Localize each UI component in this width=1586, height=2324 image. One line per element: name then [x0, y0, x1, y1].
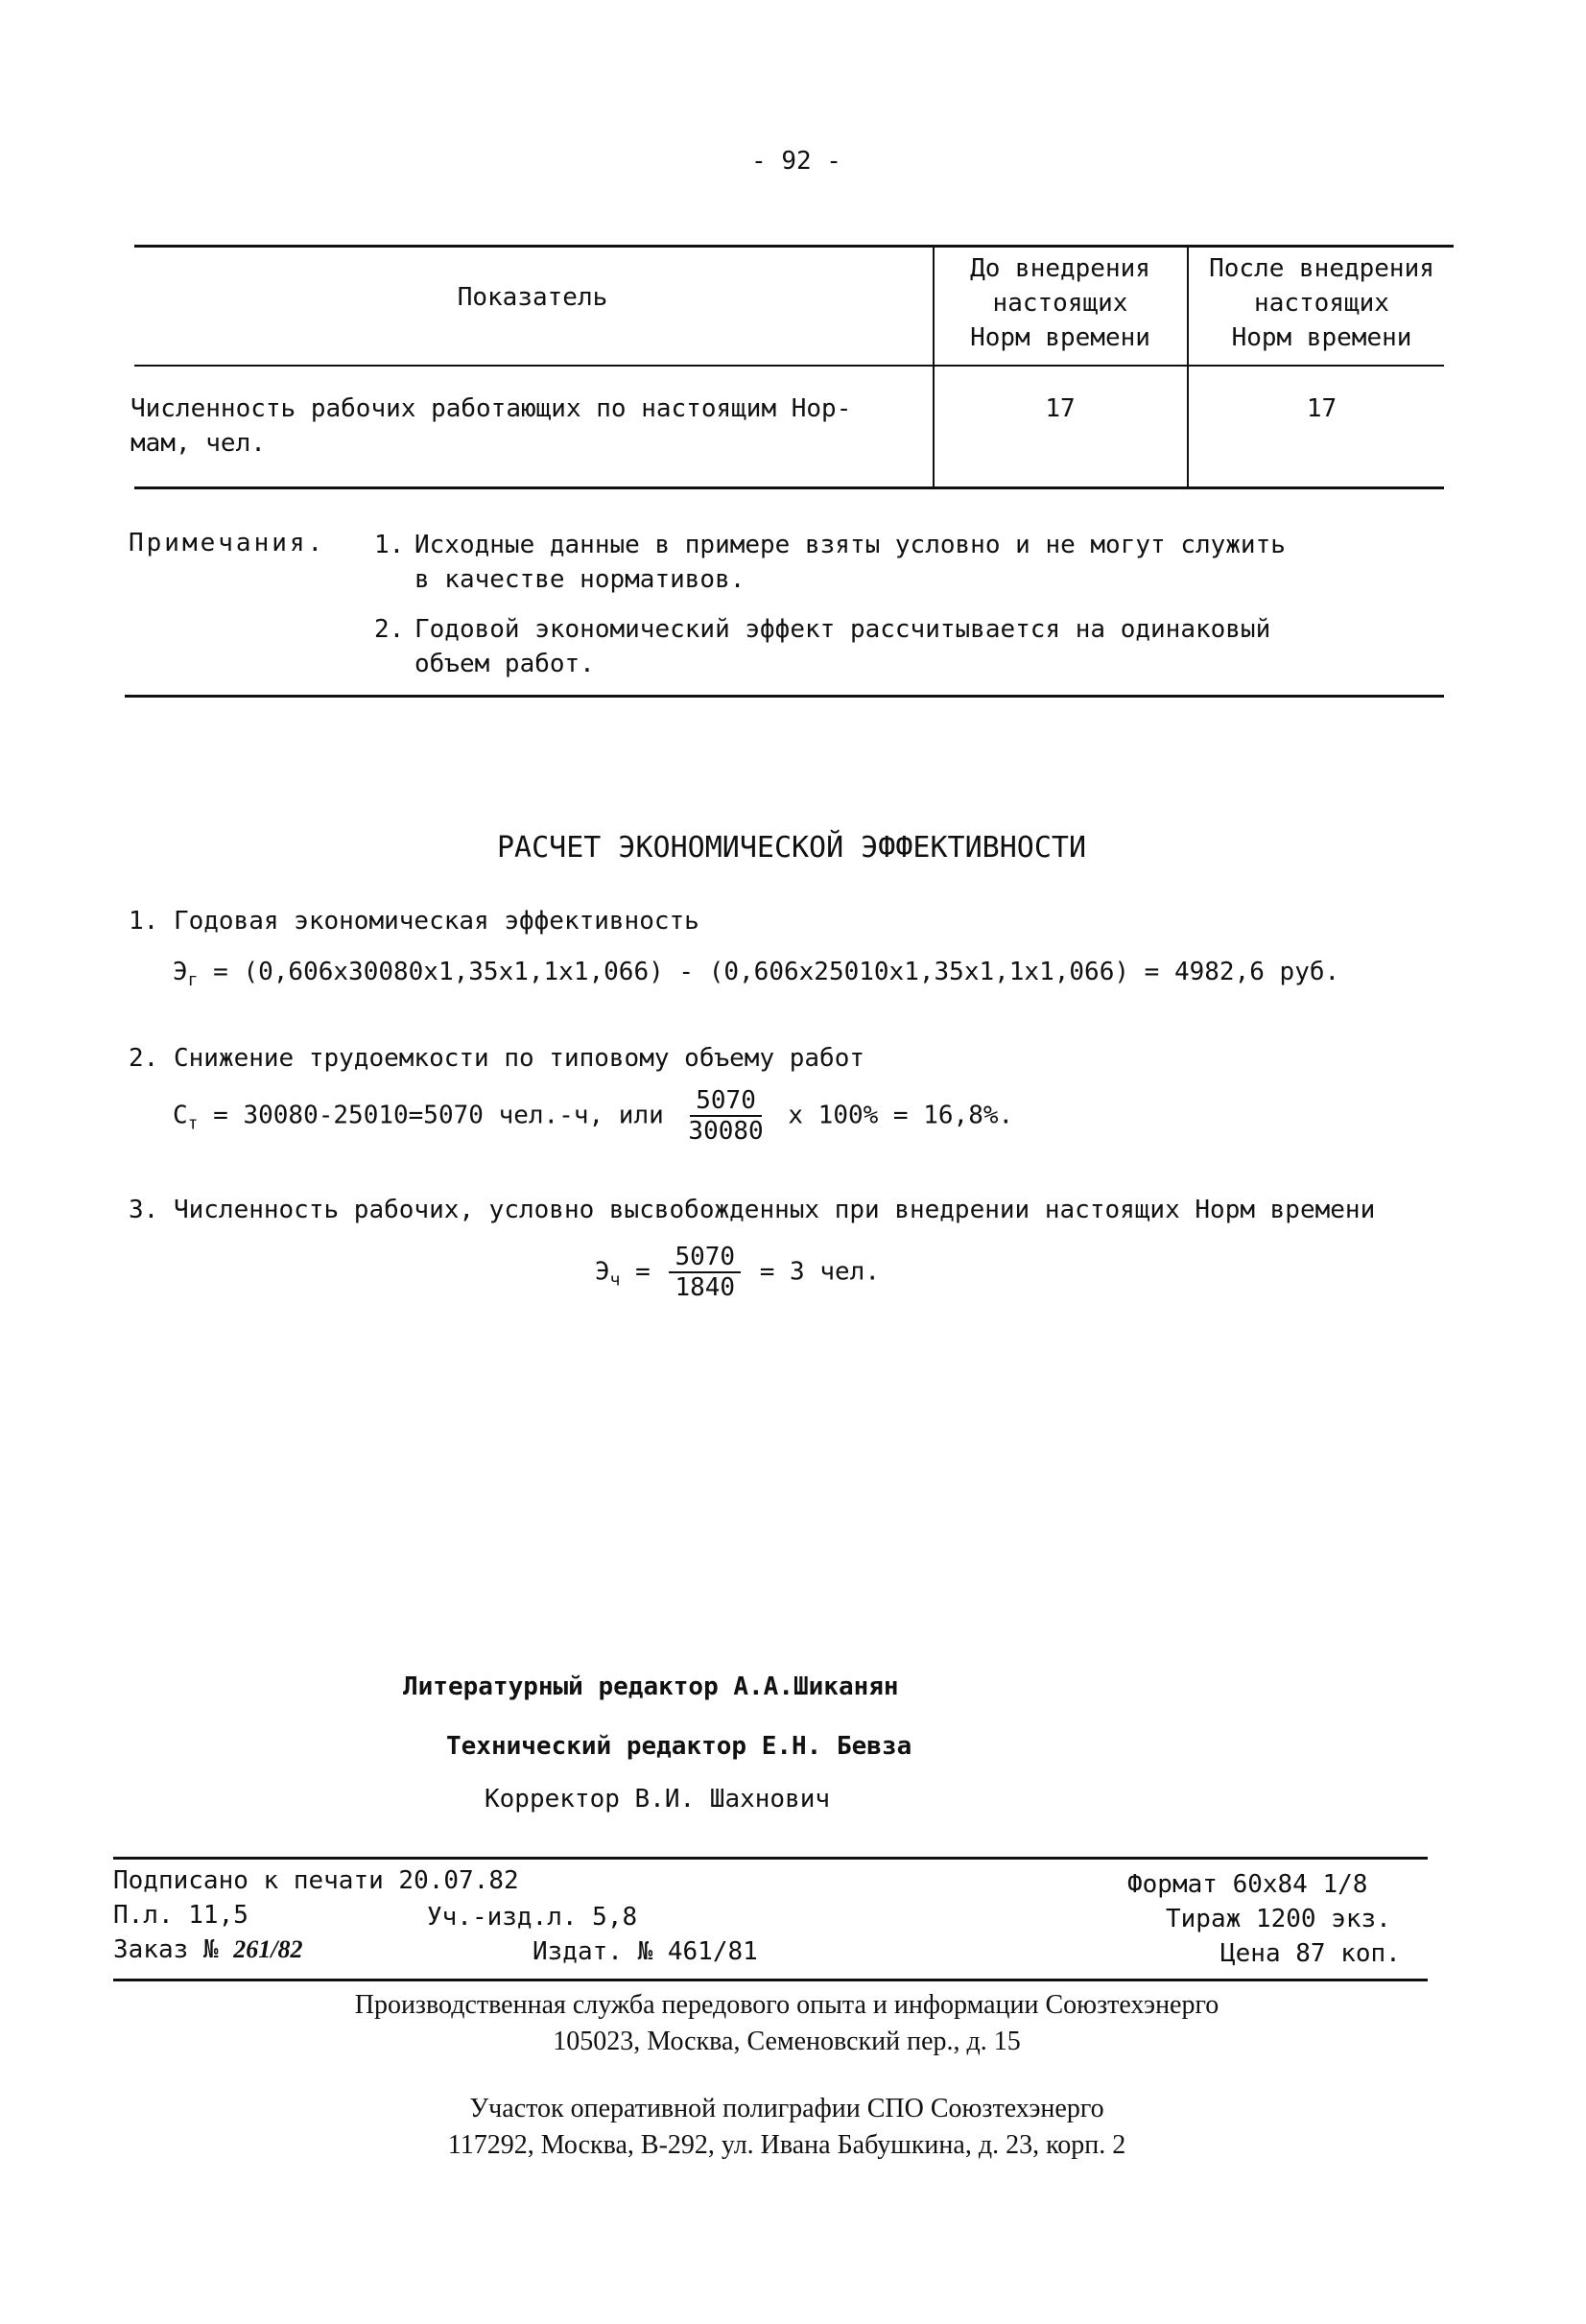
publisher-line-2: 105023, Москва, Семеновский пер., д. 15 — [553, 2027, 1021, 2056]
calc-item-3-fraction: $\frac{5070}{1840}$ — [669, 1243, 741, 1302]
section-title: РАСЧЕТ ЭКОНОМИЧЕСКОЙ ЭФФЕКТИВНОСТИ — [496, 831, 1087, 865]
imprint-tirazh: Тираж 1200 экз. — [1166, 1905, 1391, 1933]
imprint-pl: П.л. 11,5 — [113, 1901, 249, 1930]
table-row-label-cont: мам, чел. — [130, 429, 266, 458]
table-col-divider-1 — [933, 245, 935, 488]
imprint-order: Заказ № 261/82 — [113, 1935, 303, 1964]
note-1-line-2: в качестве нормативов. — [414, 565, 746, 594]
notes-bottom-rule — [125, 695, 1444, 698]
credit-corrector: Корректор В.И. Шахнович — [485, 1785, 831, 1814]
imprint-izdat: Издат. № 461/81 — [533, 1937, 758, 1966]
page-number: - 92 - — [751, 147, 841, 176]
printer-line-2: 117292, Москва, В-292, ул. Ивана Бабушкина, д. 23, корп. 2 — [447, 2130, 1126, 2160]
imprint-signed: Подписано к печати 20.07.82 — [113, 1866, 519, 1895]
note-1-num: 1. — [374, 531, 405, 559]
credit-tech-editor: Технический редактор Е.Н. Бевза — [446, 1732, 912, 1761]
table-cell-before: 17 — [1045, 394, 1076, 423]
table-cell-after: 17 — [1306, 394, 1337, 423]
note-2-line-1: Годовой экономический эффект рассчитывается на одинаковый — [414, 615, 1271, 644]
calc-item-2-title: 2. Снижение трудоемкости по типовому объему работ — [129, 1044, 865, 1073]
imprint-bottom-rule — [113, 1979, 1428, 1981]
note-1-line-1: Исходные данные в примере взяты условно и не могут служить — [414, 531, 1286, 559]
imprint-price: Цена 87 коп. — [1220, 1939, 1401, 1968]
credit-lit-editor: Литературный редактор А.А.Шиканян — [403, 1672, 899, 1701]
calc-item-2-fraction: $\frac{5070}{30080}$ — [688, 1086, 764, 1146]
note-2-line-2: объем работ. — [414, 650, 595, 678]
table-top-rule — [134, 245, 1454, 248]
calc-item-1-title: 1. Годовая экономическая эффективность — [129, 907, 699, 936]
notes-label: Примечания. — [129, 529, 326, 557]
table-bottom-rule — [134, 486, 1444, 489]
note-2-num: 2. — [374, 615, 405, 644]
calc-item-2-formula: $С_т = 30080-25010=5070$ чел.-ч, или $\frac{5070}{30080}$ x 100% = 16,8%. — [173, 1086, 1014, 1146]
calc-item-3-formula: $Э_ч$ = $\frac{5070}{1840}$ = 3 чел. — [595, 1243, 880, 1302]
table-header-rule — [134, 365, 1444, 367]
table-col-divider-2 — [1187, 245, 1189, 488]
calc-item-1-formula: $Э_г = (0,606x30080x1,35x1,1x1,066) - (0,606x25010x1,35x1,1x1,066) = 4982,6$ руб. — [173, 958, 1340, 991]
imprint-uch: Уч.-изд.л. 5,8 — [427, 1903, 638, 1932]
order-number-handwritten: 261/82 — [233, 1935, 303, 1963]
table-header-indicator: Показатель — [457, 283, 608, 312]
table-row-label: Численность рабочих работающих по настоящим Нор- — [130, 394, 852, 423]
imprint-top-rule — [113, 1857, 1428, 1860]
imprint-format: Формат 60x84 1/8 — [1127, 1870, 1368, 1899]
calc-item-3-title: 3. Численность рабочих, условно высвобожденных при внедрении настоящих Норм времени — [129, 1196, 1376, 1224]
publisher-line-1: Производственная служба передового опыта и информации Союзтехэнерго — [354, 1990, 1219, 2020]
printer-line-1: Участок оперативной полиграфии СПО Союзтехэнерго — [469, 2094, 1104, 2123]
